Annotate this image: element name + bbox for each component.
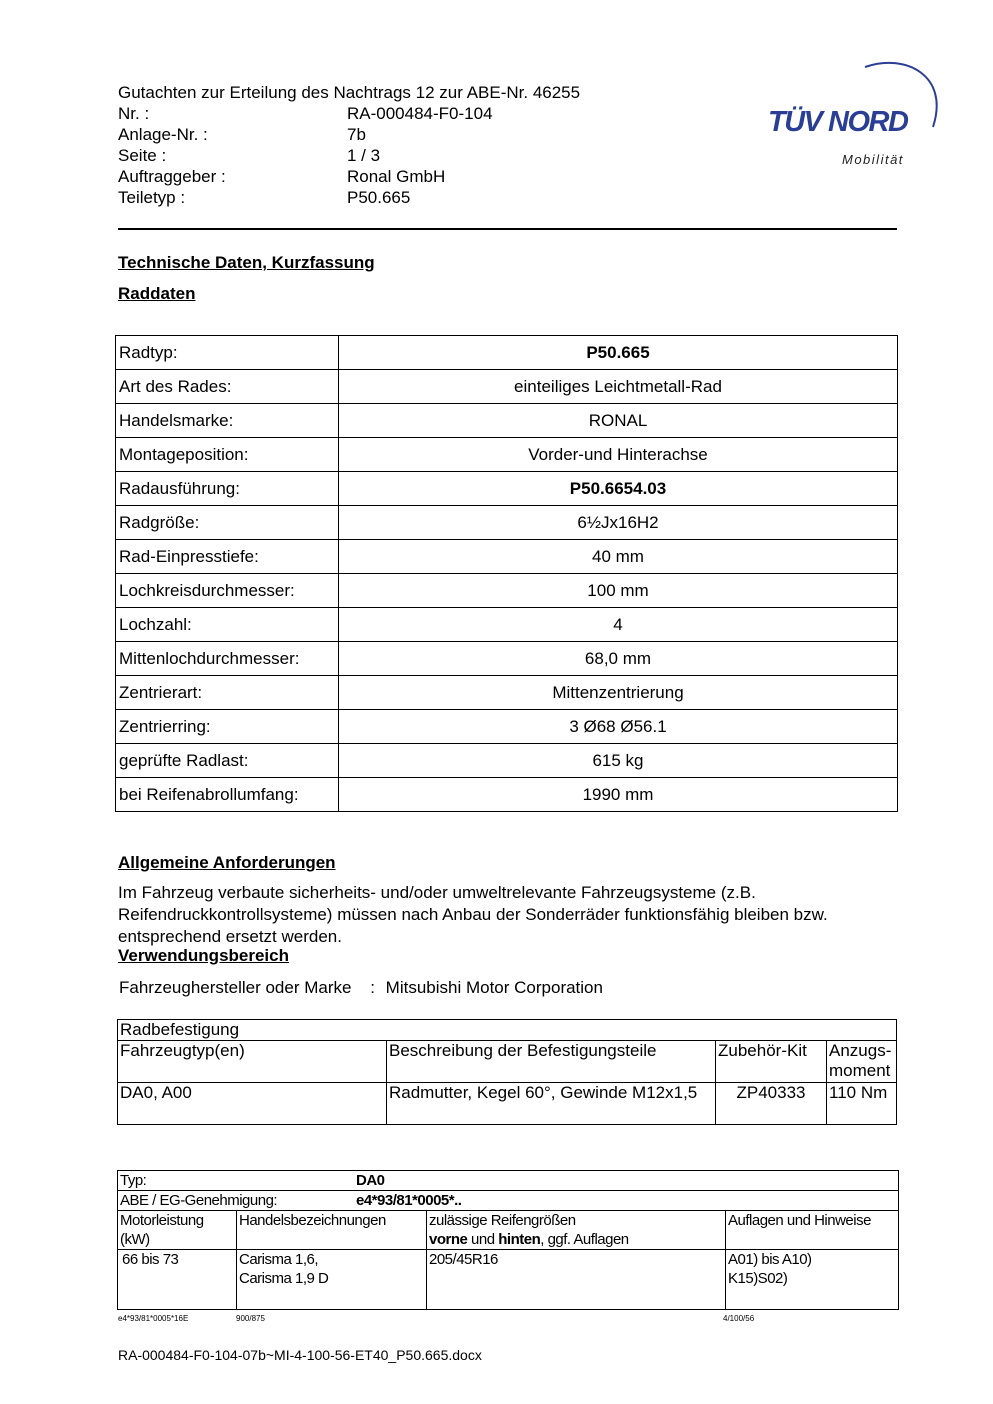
wheel-key: Art des Rades: [116,370,339,404]
wheel-value: P50.6654.03 [339,472,898,506]
wheel-row [116,608,898,642]
reifen-end: , ggf. Auflagen [540,1231,629,1248]
abe-label: ABE / EG-Genehmigung: [120,1192,278,1209]
wheel-value: 1990 mm [339,778,898,812]
footer-filename: RA-000484-F0-104-07b~MI-4-100-56-ET40_P50.665.docx [118,1347,482,1363]
wheel-key: Mittenlochdurchmesser: [116,642,339,676]
wheel-row [116,506,898,540]
abe-value: e4*93/81*0005*.. [356,1192,462,1209]
vt-cell-handel [237,1250,427,1310]
rb-cell: DA0, A00 [118,1083,387,1125]
handel-line2: Carisma 1,9 D [239,1270,329,1287]
wheel-row [116,574,898,608]
radbefestigung-table [117,1019,897,1125]
vt-header-handel: Handelsbezeichnungen [237,1211,427,1250]
tiny-note-2: 900/875 [236,1314,265,1323]
wheel-row [116,642,898,676]
wheel-row [116,676,898,710]
wheel-key: Lochzahl: [116,608,339,642]
wheel-value: 68,0 mm [339,642,898,676]
rb-cell: Radmutter, Kegel 60°, Gewinde M12x1,5 [387,1083,716,1125]
radbefestigung-title: Radbefestigung [118,1020,897,1041]
wheel-value: P50.665 [339,336,898,370]
section-verwendung: Verwendungsbereich [118,946,289,965]
wheel-row [116,710,898,744]
report-title [118,82,580,103]
wheel-value: RONAL [339,404,898,438]
auflagen-line2: K15)S02) [728,1270,788,1287]
tiny-note-3: 4/100/56 [723,1314,755,1323]
wheel-value: 6½Jx16H2 [339,506,898,540]
header-label: Teiletyp : [118,188,186,207]
wheel-value: 615 kg [339,744,898,778]
wheel-row [116,778,898,812]
abe-row [118,1191,899,1211]
reifen-line1: zulässige Reifengrößen [429,1212,576,1229]
wheel-value: einteiliges Leichtmetall-Rad [339,370,898,404]
reifen-bold2: hinten [498,1231,541,1248]
vt-header-reifen [427,1211,726,1250]
section-allgemeine: Allgemeine Anforderungen [118,853,336,872]
wheel-key: Zentrierart: [116,676,339,710]
wheel-row [116,472,898,506]
wheel-key: Radausführung: [116,472,339,506]
wheel-value: Mittenzentrierung [339,676,898,710]
auflagen-line1: A01) bis A10) [728,1251,812,1268]
wheel-key: Zentrierring: [116,710,339,744]
wheel-value: 4 [339,608,898,642]
typ-value: DA0 [356,1172,385,1189]
wheel-key: Radtyp: [116,336,339,370]
rb-header: Anzugs-moment [827,1041,897,1083]
manufacturer-line [119,978,603,998]
wheel-row [116,370,898,404]
vehicle-table [117,1170,899,1310]
rb-cell: 110 Nm [827,1083,897,1125]
wheel-key: bei Reifenabrollumfang: [116,778,339,812]
wheel-key: Lochkreisdurchmesser: [116,574,339,608]
rb-cell: ZP40333 [716,1083,827,1125]
vt-header-auflagen: Auflagen und Hinweise [726,1211,899,1250]
reifen-bold1: vorne [429,1231,468,1248]
wheel-key: Radgröße: [116,506,339,540]
wheel-value: 3 Ø68 Ø56.1 [339,710,898,744]
wheel-row [116,744,898,778]
wheel-value: 100 mm [339,574,898,608]
typ-label: Typ: [120,1172,147,1189]
tiny-note-1: e4*93/81*0005*16E [118,1314,189,1323]
header-value: Ronal GmbH [347,167,446,186]
tuv-nord-logo: TÜV NORD [768,106,908,138]
rb-header: Beschreibung der Befestigungsteile [387,1041,716,1083]
wheel-row [116,404,898,438]
manufacturer-sep: : [370,978,375,997]
header-label: Auftraggeber : [118,167,226,186]
handel-line1: Carisma 1,6, [239,1251,319,1268]
header-value: RA-000484-F0-104 [347,104,493,123]
typ-row [118,1171,899,1191]
wheel-value: 40 mm [339,540,898,574]
report-title-text: Gutachten zur Erteilung des Nachtrags 12 zur ABE-Nr. 46255 [118,83,581,102]
header-divider [118,228,897,230]
wheel-key: geprüfte Radlast: [116,744,339,778]
wheel-row [116,438,898,472]
vt-cell-auflagen [726,1250,899,1310]
wheel-value: Vorder-und Hinterachse [339,438,898,472]
manufacturer-label: Fahrzeughersteller oder Marke [119,978,352,997]
header-value: 7b [347,125,366,144]
manufacturer-value: Mitsubishi Motor Corporation [385,978,603,997]
vt-cell-reifen: 205/45R16 [427,1250,726,1310]
header-label: Anlage-Nr. : [118,125,208,144]
rb-header: Zubehör-Kit [716,1041,827,1083]
reifen-mid: und [467,1231,499,1248]
rb-header: Fahrzeugtyp(en) [118,1041,387,1083]
wheel-data-table [115,335,898,812]
wheel-key: Montageposition: [116,438,339,472]
section-technische-daten: Technische Daten, Kurzfassung [118,253,375,272]
header-label: Seite : [118,146,167,165]
vt-cell-motor: 66 bis 73 [118,1250,237,1310]
header-value: 1 / 3 [347,146,381,165]
vt-header-motor: Motorleistung (kW) [118,1211,237,1250]
wheel-key: Handelsmarke: [116,404,339,438]
section-raddaten: Raddaten [118,284,196,303]
wheel-key: Rad-Einpresstiefe: [116,540,339,574]
header-label: Nr. : [118,104,150,123]
header-value: P50.665 [347,188,411,207]
allgemeine-text: Im Fahrzeug verbaute sicherheits- und/oder umweltrelevante Fahrzeugsysteme (z.B. Reifendruckkontrollsysteme) müssen nach Anbau der Sonderräder funktionsfähig bleiben bzw. entsprechend ersetzt werden. [118,883,828,946]
wheel-row [116,336,898,370]
tuv-nord-logo-sub: Mobilität [842,152,904,167]
wheel-row [116,540,898,574]
